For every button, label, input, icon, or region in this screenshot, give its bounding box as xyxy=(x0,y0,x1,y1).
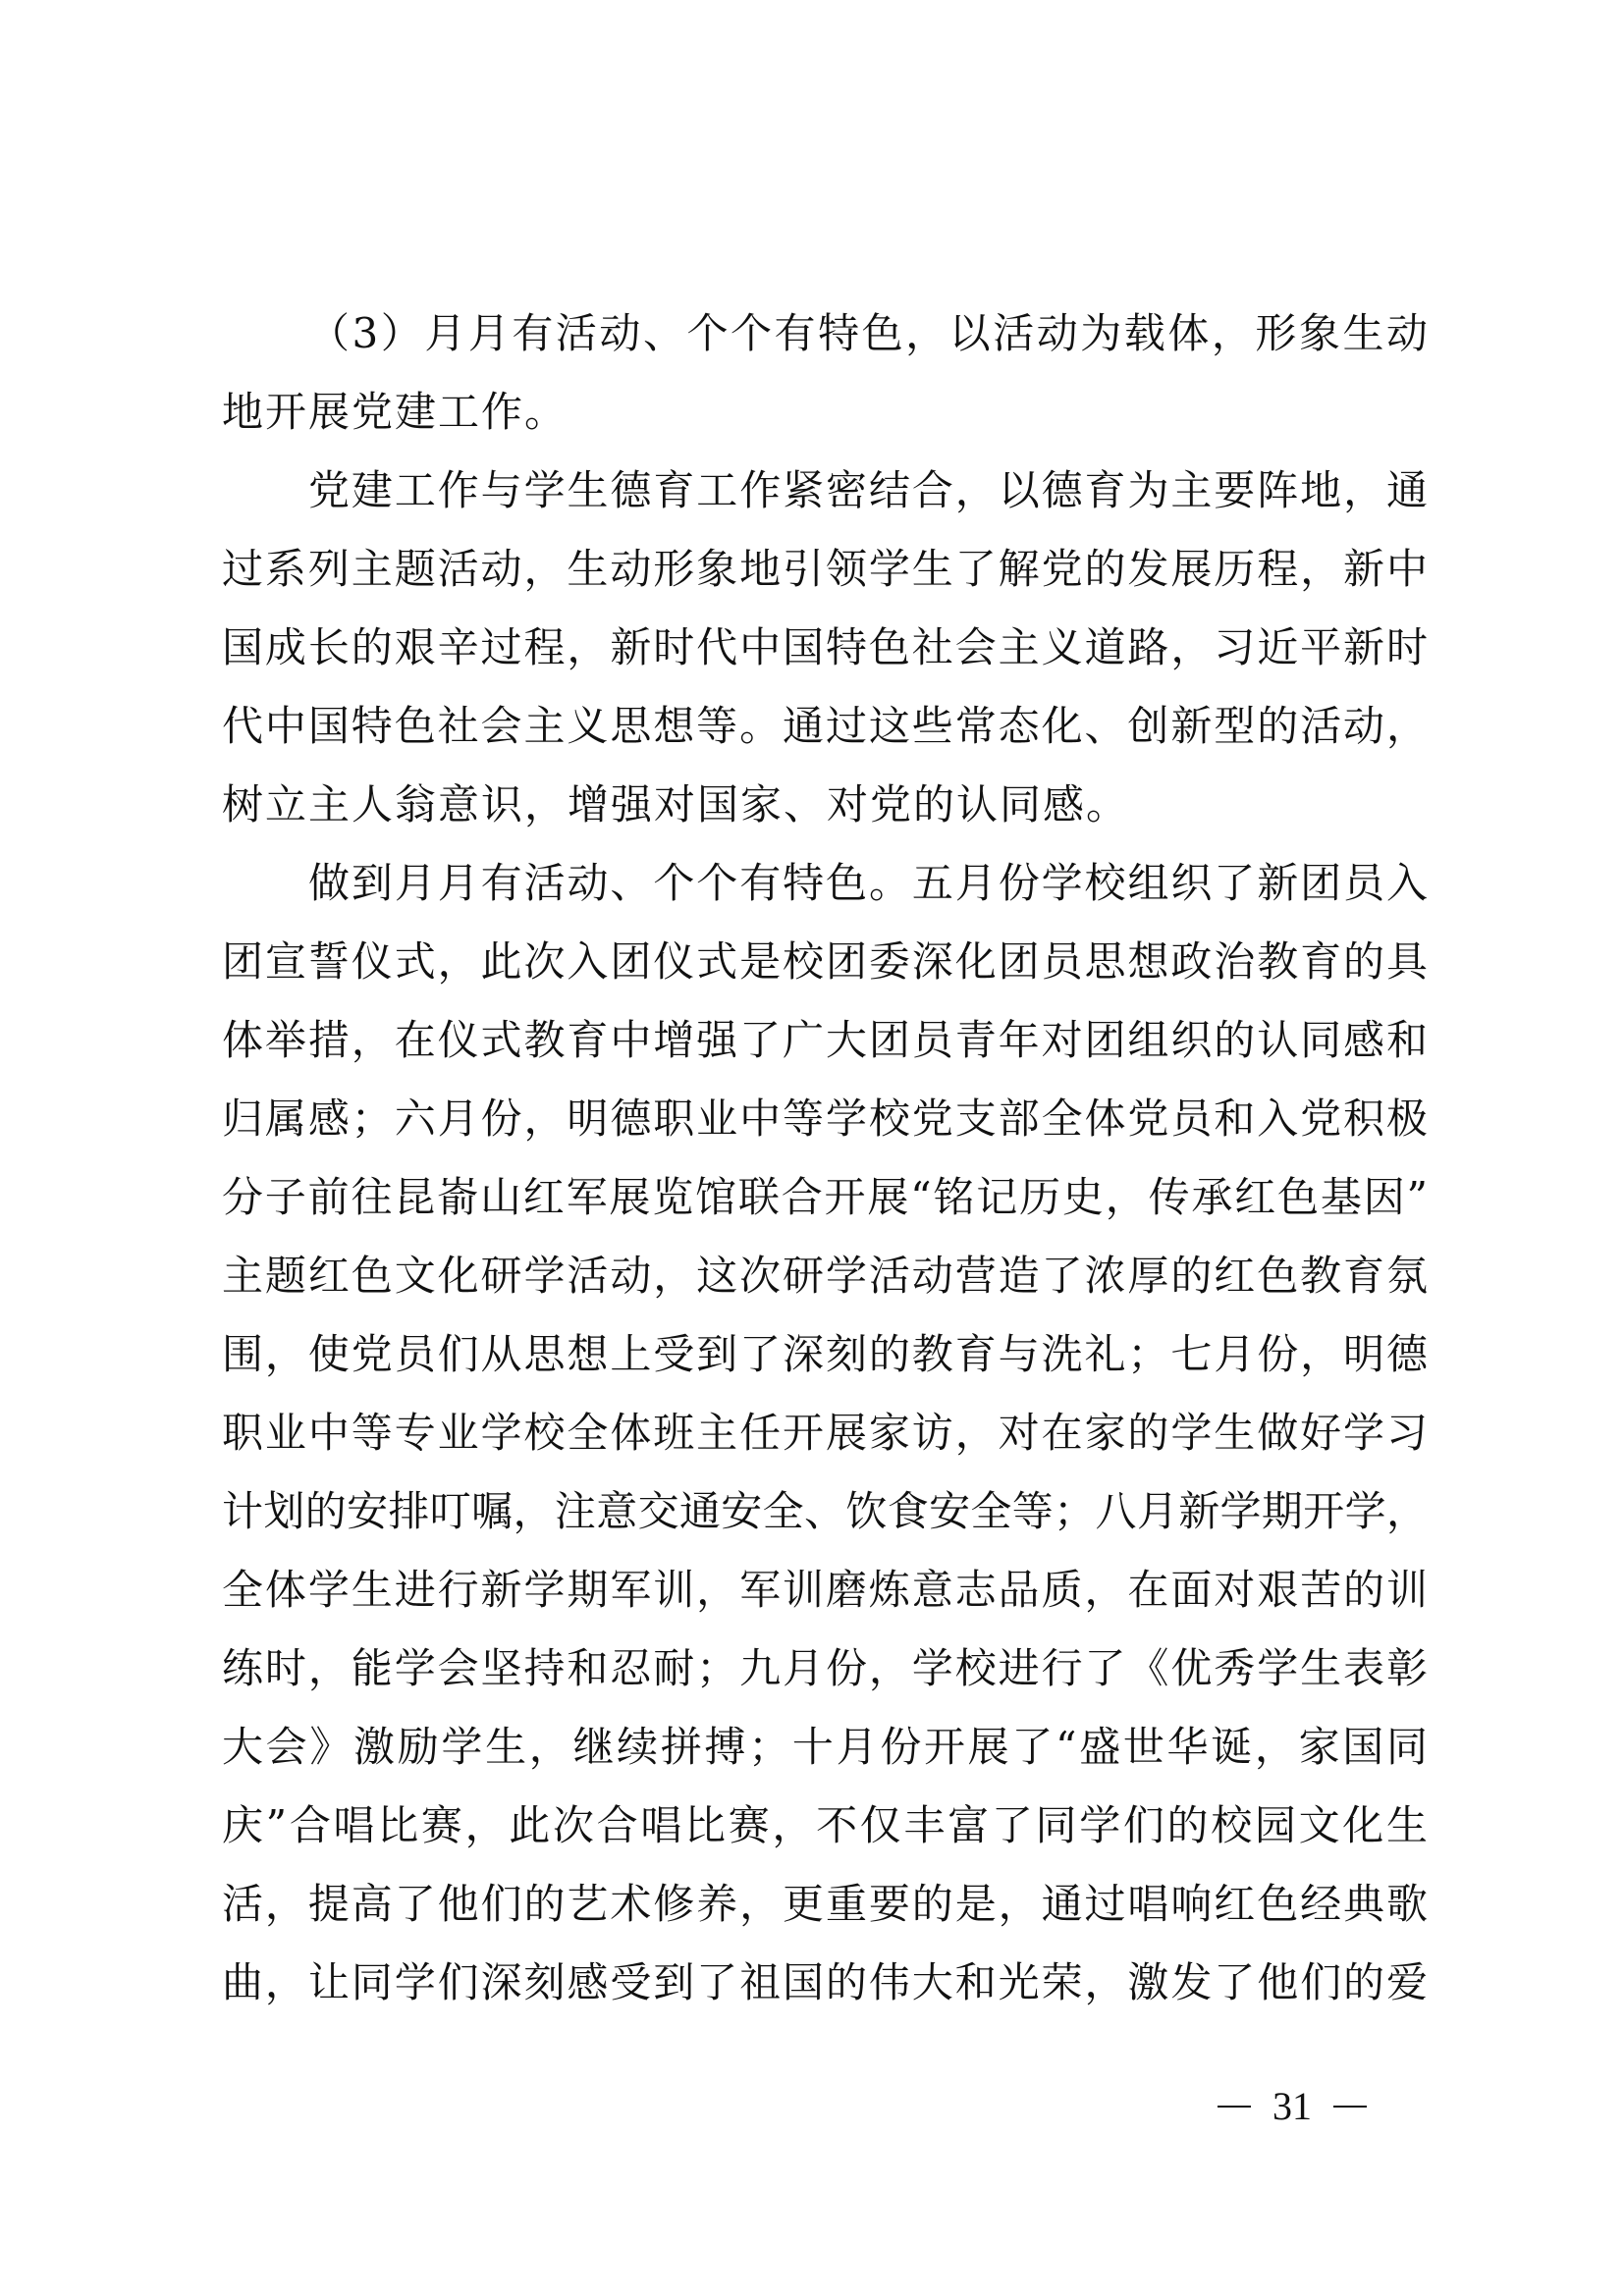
text-line: 全体学生进行新学期军训，军训磨炼意志品质，在面对艰苦的训 xyxy=(222,1566,1428,1614)
page-number-value: 31 xyxy=(1272,2084,1312,2128)
text-line: 树立主人翁意识，增强对国家、对党的认同感。 xyxy=(222,780,1130,828)
text-line: 职业中等专业学校全体班主任开展家访，对在家的学生做好学习 xyxy=(222,1409,1428,1457)
text-line: 练时，能学会坚持和忍耐；九月份，学校进行了《优秀学生表彰 xyxy=(222,1644,1428,1692)
text-line: 大会》激励学生，继续拼搏；十月份开展了“盛世华诞，家国同 xyxy=(222,1723,1428,1771)
text-line: 围，使党员们从思想上受到了深刻的教育与洗礼；七月份，明德 xyxy=(222,1330,1428,1378)
text-line: 代中国特色社会主义思想等。通过这些常态化、创新型的活动， xyxy=(222,702,1428,750)
text-line: 团宣誓仪式，此次入团仪式是校团委深化团员思想政治教育的具 xyxy=(222,937,1428,986)
text-line: （3）月月有活动、个个有特色，以活动为载体，形象生动 xyxy=(308,309,1428,357)
text-line: 庆”合唱比赛，此次合唱比赛，不仅丰富了同学们的校园文化生 xyxy=(222,1801,1428,1849)
page-number xyxy=(1218,2079,1414,2134)
text-line: 归属感；六月份，明德职业中等学校党支部全体党员和入党积极 xyxy=(222,1095,1428,1143)
text-line: 地开展党建工作。 xyxy=(222,388,568,436)
text-line: 过系列主题活动，生动形象地引领学生了解党的发展历程，新中 xyxy=(222,545,1428,593)
text-line: 主题红色文化研学活动，这次研学活动营造了浓厚的红色教育氛 xyxy=(222,1252,1428,1300)
text-line: 体举措，在仪式教育中增强了广大团员青年对团组织的认同感和 xyxy=(222,1016,1428,1064)
text-line: 分子前往昆嵛山红军展览馆联合开展“铭记历史，传承红色基因” xyxy=(222,1173,1428,1221)
paragraph-party-building-moral-education xyxy=(222,452,1428,844)
em-dash-left xyxy=(1218,2106,1251,2108)
text-line: 国成长的艰辛过程，新时代中国特色社会主义道路，习近平新时 xyxy=(222,623,1428,671)
paragraph-monthly-activities xyxy=(222,844,1428,2022)
text-line: 曲，让同学们深刻感受到了祖国的伟大和光荣，激发了他们的爱 xyxy=(222,1958,1428,2006)
text-line: 做到月月有活动、个个有特色。五月份学校组织了新团员入 xyxy=(308,859,1428,907)
text-line: 活，提高了他们的艺术修养，更重要的是，通过唱响红色经典歌 xyxy=(222,1880,1428,1928)
text-line: 计划的安排叮嘱，注意交通安全、饮食安全等；八月新学期开学， xyxy=(222,1487,1428,1535)
text-line: 党建工作与学生德育工作紧密结合，以德育为主要阵地，通 xyxy=(308,466,1428,514)
paragraph-section-3-heading xyxy=(222,294,1428,452)
em-dash-right xyxy=(1333,2106,1367,2108)
body-text xyxy=(222,294,1428,2022)
